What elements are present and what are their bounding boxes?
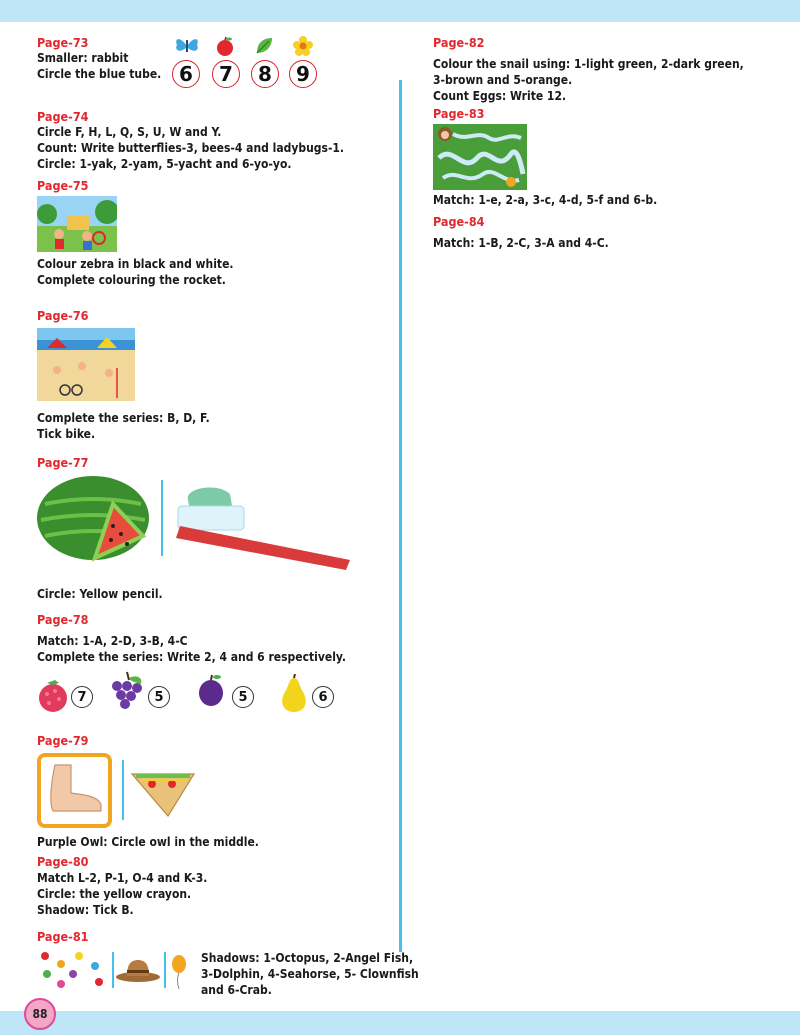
page-74-heading: Page-74 (37, 109, 89, 124)
plum-icon (197, 673, 225, 707)
leaf-icon (254, 36, 274, 56)
playground-image (37, 196, 117, 252)
page-77-heading: Page-77 (37, 455, 89, 470)
number-circle: 5 (148, 686, 170, 708)
page-74-line-2: Count: Write butterflies-3, bees-4 and ladybugs-1. (37, 141, 345, 155)
page-83-line-1: Match: 1-e, 2-a, 3-c, 4-d, 5-f and 6-b. (433, 193, 658, 207)
number-circle: 6 (172, 60, 200, 88)
separator-line (164, 952, 166, 988)
page-82-line-3: Count Eggs: Write 12. (433, 89, 567, 103)
balloon-icon (170, 954, 188, 990)
separator-line (112, 952, 114, 988)
page-77-line-1: Circle: Yellow pencil. (37, 587, 163, 601)
page-74-line-3: Circle: 1-yak, 2-yam, 5-yacht and 6-yo-yo. (37, 157, 292, 171)
quince-icon (279, 674, 309, 714)
sandwich-image (128, 766, 198, 820)
colour-dots-image (37, 950, 111, 990)
page-80-line-2: Circle: the yellow crayon. (37, 887, 192, 901)
number-circle: 5 (232, 686, 254, 708)
page-81-line-1: Shadows: 1-Octopus, 2-Angel Fish, (201, 951, 414, 965)
beach-image (37, 328, 135, 401)
separator-line (122, 760, 124, 820)
page-74-line-1: Circle F, H, L, Q, S, U, W and Y. (37, 125, 222, 139)
page-75-line-2: Complete colouring the rocket. (37, 273, 226, 287)
separator-line (161, 480, 163, 556)
page-84-line-1: Match: 1-B, 2-C, 3-A and 4-C. (433, 236, 609, 250)
page-82-heading: Page-82 (433, 35, 485, 50)
butterfly-icon (174, 36, 200, 56)
grapes-icon (107, 670, 145, 714)
page-73-heading: Page-73 (37, 35, 89, 50)
apple-icon (214, 36, 236, 56)
page-75-line-1: Colour zebra in black and white. (37, 257, 234, 271)
number-circle: 7 (212, 60, 240, 88)
hat-image (115, 958, 161, 982)
page-73-line-1: Smaller: rabbit (37, 51, 129, 65)
maze-image (433, 124, 527, 190)
foot-image (37, 753, 112, 828)
page-84-heading: Page-84 (433, 214, 485, 229)
page-82-line-1: Colour the snail using: 1-light green, 2-dark green, (433, 57, 744, 71)
page-78-line-2: Complete the series: Write 2, 4 and 6 respectively. (37, 650, 346, 664)
page-76-line-2: Tick bike. (37, 427, 96, 441)
top-band (0, 0, 800, 22)
raspberry-icon (37, 677, 69, 713)
bottom-band (0, 1011, 800, 1035)
watermelon-image (35, 474, 155, 562)
number-circle: 9 (289, 60, 317, 88)
number-circle: 6 (312, 686, 334, 708)
column-divider (399, 80, 402, 952)
page-73-line-2: Circle the blue tube. (37, 67, 162, 81)
page-80-heading: Page-80 (37, 854, 89, 869)
flower-icon (292, 35, 314, 57)
page-78-heading: Page-78 (37, 612, 89, 627)
page-83-heading: Page-83 (433, 106, 485, 121)
page-80-line-3: Shadow: Tick B. (37, 903, 134, 917)
number-circle: 7 (71, 686, 93, 708)
page-81-line-3: and 6-Crab. (201, 983, 272, 997)
page-79-heading: Page-79 (37, 733, 89, 748)
page-76-heading: Page-76 (37, 308, 89, 323)
page-75-heading: Page-75 (37, 178, 89, 193)
page-76-line-1: Complete the series: B, D, F. (37, 411, 210, 425)
page-79-line-1: Purple Owl: Circle owl in the middle. (37, 835, 259, 849)
page-number-badge: 88 (24, 998, 56, 1030)
number-circle: 8 (251, 60, 279, 88)
page-82-line-2: 3-brown and 5-orange. (433, 73, 573, 87)
page-78-line-1: Match: 1-A, 2-D, 3-B, 4-C (37, 634, 188, 648)
toothbrush-image (170, 480, 356, 572)
page-81-heading: Page-81 (37, 929, 89, 944)
page-81-line-2: 3-Dolphin, 4-Seahorse, 5- Clownfish (201, 967, 419, 981)
page-80-line-1: Match L-2, P-1, O-4 and K-3. (37, 871, 208, 885)
